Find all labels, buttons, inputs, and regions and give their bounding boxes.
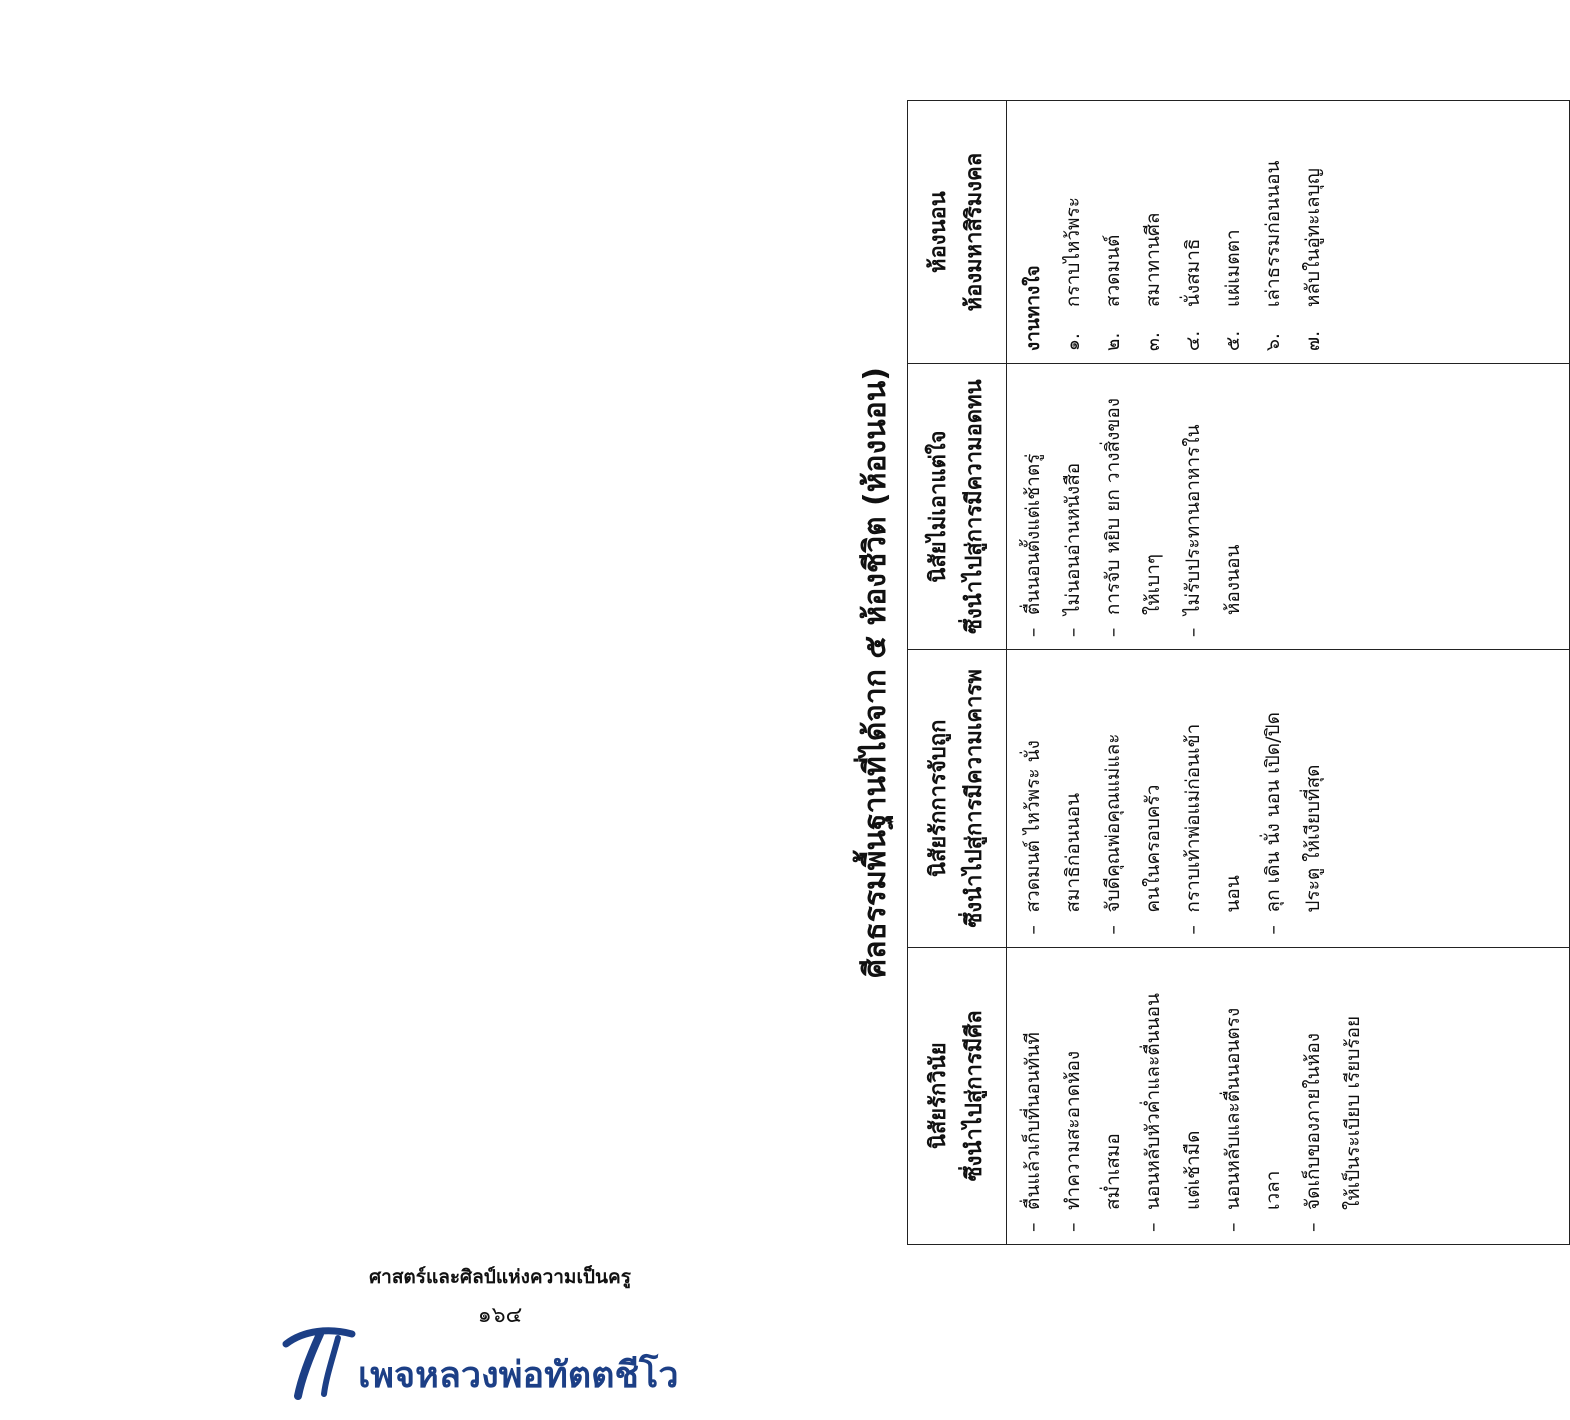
book-title: ศาสตร์และศิลป์แห่งความเป็นครู [369, 1266, 631, 1288]
discipline-cell [1007, 947, 1570, 1244]
page-title: ศีลธรรมพื้นฐานที่ได้จาก ๕ ห้องชีวิต (ห้องนอน) [858, 367, 893, 978]
bedroom-cell [1007, 101, 1570, 364]
patience-cell [1007, 364, 1570, 650]
list-item: – นอนหลับและตื่นนอนตรง เวลา [1213, 956, 1293, 1232]
page-number: ๑๖๔ [477, 1303, 523, 1328]
table-header-row [908, 101, 1007, 1245]
brush-t-logo-icon [280, 1322, 360, 1402]
table-body-row [1007, 101, 1570, 1245]
mental-tasks-heading: งานทางใจ [1022, 265, 1044, 352]
list-item: – ตื่นแล้วเก็บที่นอนทันที [1013, 956, 1053, 1232]
rotated-table-block [845, 100, 1570, 1245]
list-item: ๒. สวดมนต์ [1102, 234, 1124, 352]
list-item: ๖. เล่าธรรมก่อนนอน [1262, 160, 1284, 352]
col-header-discipline: นิสัยรักวินัย ซึ่งนำไปสู่การมีศีล [908, 947, 1007, 1244]
list-item: ๔. นั่งสมาธิ [1182, 238, 1204, 352]
list-item: – ไม่นอนอ่านหนังสือ [1053, 372, 1093, 637]
list-item: ๓. สมาทานศีล [1142, 212, 1164, 352]
list-item: – ตื่นนอนตั้งแต่เช้าตรู่ [1013, 372, 1053, 637]
list-item: – จับดีคุณพ่อคุณแม่และ คนในครอบครัว [1093, 658, 1173, 934]
respect-cell [1007, 650, 1570, 947]
col-header-patience: นิสัยไม่เอาแต่ใจ ซึ่งนำไปสู่การมีความอดทน [908, 364, 1007, 650]
page-logo [280, 1322, 730, 1402]
list-item: ๑. กราบไหว้พระ [1062, 197, 1084, 352]
logo-text: เพจหลวงพ่อทัตตชีโว [358, 1354, 679, 1396]
list-item: – จัดเก็บของภายในห้อง ให้เป็นระเบียบ เรียบร้อย [1293, 956, 1373, 1232]
list-item: – ทำความสะอาดห้อง สม่ำเสมอ [1053, 956, 1133, 1232]
list-item: – กราบเท้าพ่อแม่ก่อนเข้า นอน [1173, 658, 1253, 934]
list-item: – นอนหลับหัวค่ำและตื่นนอน แต่เช้ามืด [1133, 956, 1213, 1232]
list-item: – สวดมนต์ ไหว้พระ นั่ง สมาธิก่อนนอน [1013, 658, 1093, 934]
list-item: – ลุก เดิน นั่ง นอน เปิด/ปิด ประตู ให้เงียบที่สุด [1253, 658, 1333, 934]
col-header-respect: นิสัยรักการจับถูก ซึ่งนำไปสู่การมีความเคารพ [908, 650, 1007, 947]
col-header-bedroom: ห้องนอน ห้องมหาสิริมงคล [908, 101, 1007, 364]
list-item: – การจับ หยิบ ยก วางสิ่งของ ให้เบาๆ [1093, 372, 1173, 637]
list-item: ๗. หลับในอู่ทะเลบุญ [1302, 168, 1324, 352]
list-item: – ไม่รับประทานอาหารใน ห้องนอน [1173, 372, 1253, 637]
moral-habits-table [907, 100, 1570, 1245]
list-item: ๕. แผ่เมตตา [1222, 229, 1244, 352]
